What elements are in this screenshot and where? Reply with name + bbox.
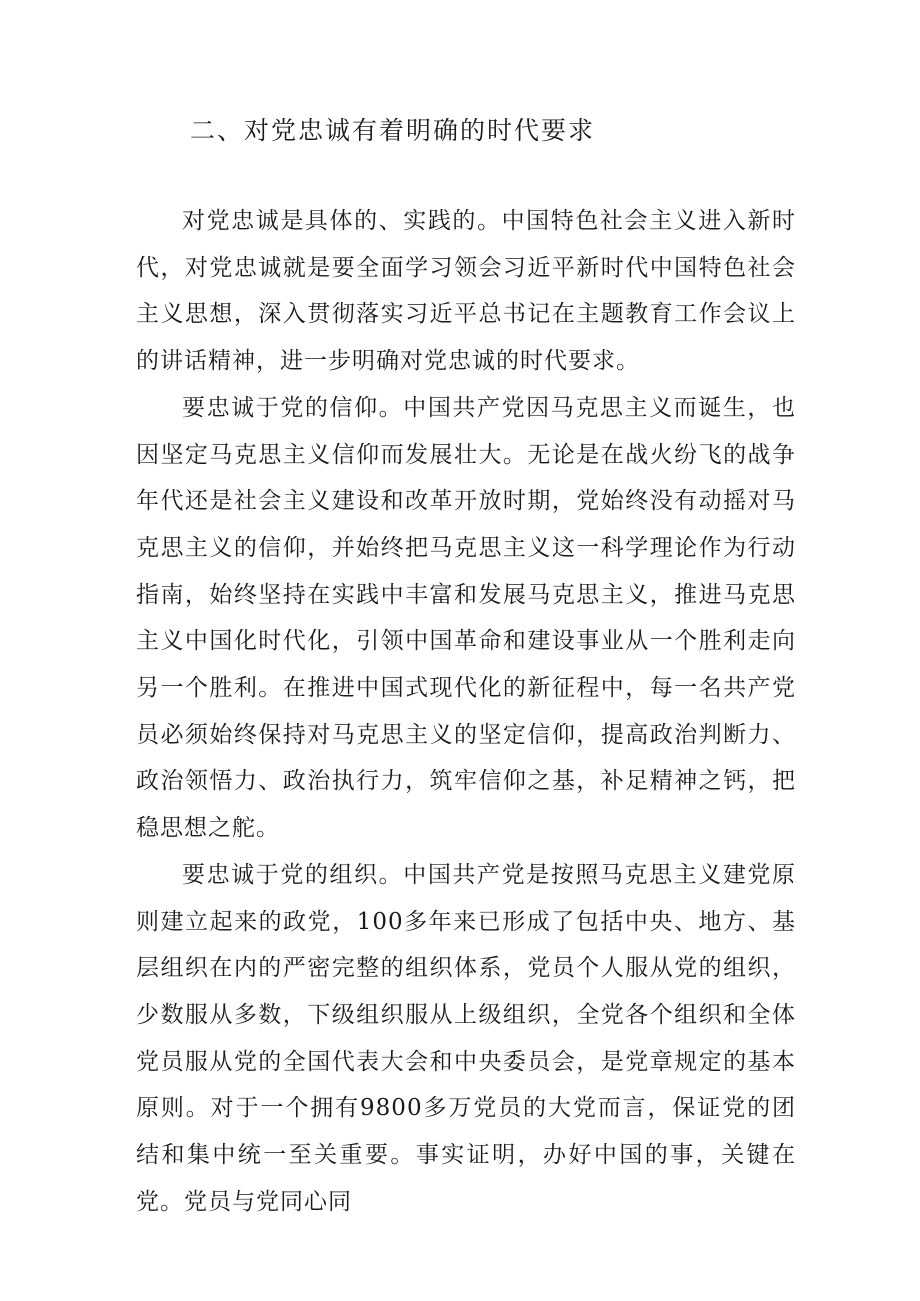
paragraph-intro: 对党忠诚是具体的、实践的。中国特色社会主义进入新时代，对党忠诚就是要全面学习领会习近平新时代中国特色社会主义思想，深入贯彻落实习近平总书记在主题教育工作会议上的讲话精神，进一步明确对党忠诚的时代要求。 (136, 208, 796, 375)
body-text (136, 198, 796, 1225)
paragraph-organization: 要忠诚于党的组织。中国共产党是按照马克思主义建党原则建立起来的政党，100多年来已形成了包括中央、地方、基层组织在内的严密完整的组织体系，党员个人服从党的组织，少数服从多数，下级组织服从上级组织，全党各个组织和全体党员服从党的全国代表大会和中央委员会，是党章规定的基本原则。对于一个拥有9800多万党员的大党而言，保证党的团结和集中统一至关重要。事实证明，办好中国的事，关键在党。党员与党同心同 (136, 861, 796, 1215)
section-heading: 二、对党忠诚有着明确的时代要求 (190, 116, 596, 145)
paragraph-faith: 要忠诚于党的信仰。中国共产党因马克思主义而诞生，也因坚定马克思主义信仰而发展壮大。无论是在战火纷飞的战争年代还是社会主义建设和改革开放时期，党始终没有动摇对马克思主义的信仰，并始终把马克思主义这一科学理论作为行动指南，始终坚持在实践中丰富和发展马克思主义，推进马克思主义中国化时代化，引领中国革命和建设事业从一个胜利走向另一个胜利。在推进中国式现代化的新征程中，每一名共产党员必须始终保持对马克思主义的坚定信仰，提高政治判断力、政治领悟力、政治执行力，筑牢信仰之基，补足精神之钙，把稳思想之舵。 (136, 394, 796, 842)
